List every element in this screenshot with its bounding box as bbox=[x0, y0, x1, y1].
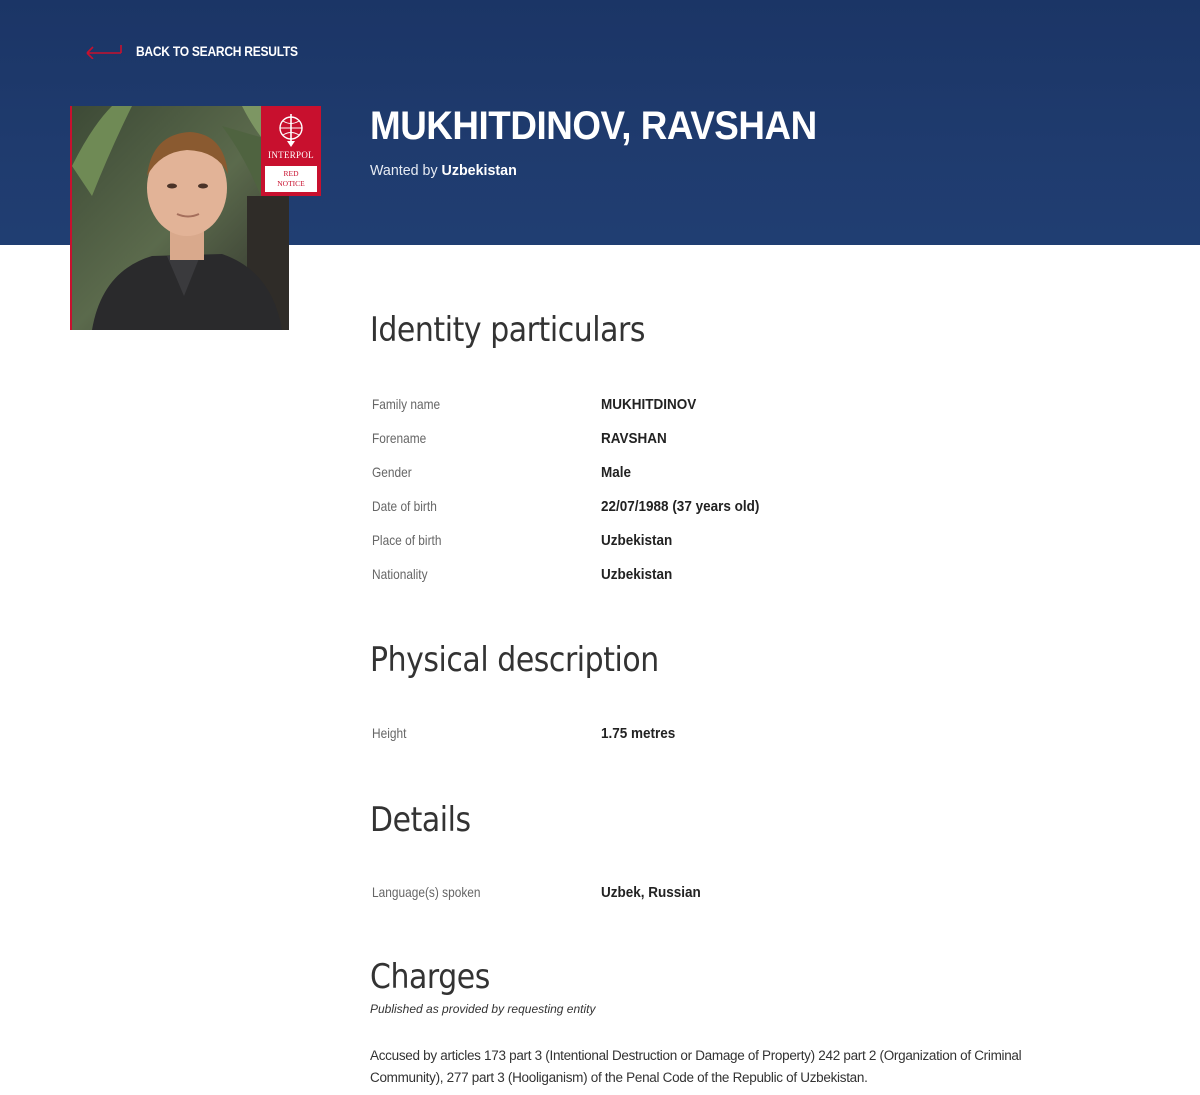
field-label: Family name bbox=[372, 396, 441, 412]
field-value: Uzbek, Russian bbox=[601, 884, 701, 901]
red-notice-badge bbox=[261, 106, 321, 196]
field-value: 1.75 metres bbox=[601, 725, 676, 742]
field-value: MUKHITDINOV bbox=[601, 396, 697, 413]
charges-note: Published as provided by requesting entity bbox=[370, 1002, 596, 1016]
back-to-search-results-link[interactable] bbox=[84, 38, 324, 64]
field-row-languages bbox=[372, 884, 1072, 908]
details-section-title: Details bbox=[370, 800, 471, 840]
wanted-by bbox=[370, 162, 517, 179]
field-row-place-of-birth bbox=[372, 532, 1072, 556]
field-value: Male bbox=[601, 464, 632, 481]
badge-notice-type: RED NOTICE bbox=[265, 166, 317, 192]
charges-section-title: Charges bbox=[370, 957, 490, 997]
field-label: Nationality bbox=[372, 566, 428, 582]
identity-section-title: Identity particulars bbox=[370, 310, 646, 350]
field-value: 22/07/1988 (37 years old) bbox=[601, 498, 760, 515]
wanted-by-prefix: Wanted by bbox=[370, 162, 438, 179]
field-row-nationality bbox=[372, 566, 1072, 590]
person-name: MUKHITDINOV, RAVSHAN bbox=[370, 104, 817, 148]
field-value: RAVSHAN bbox=[601, 430, 667, 447]
interpol-emblem-icon bbox=[276, 114, 306, 148]
back-link-label: BACK TO SEARCH RESULTS bbox=[136, 43, 298, 59]
field-value: Uzbekistan bbox=[601, 566, 673, 583]
badge-org-label: INTERPOL bbox=[268, 150, 314, 160]
field-label: Height bbox=[372, 725, 407, 741]
back-arrow-icon bbox=[84, 43, 122, 59]
physical-section-title: Physical description bbox=[370, 640, 659, 680]
field-label: Gender bbox=[372, 464, 412, 480]
field-value: Uzbekistan bbox=[601, 532, 673, 549]
field-label: Date of birth bbox=[372, 498, 437, 514]
field-label: Place of birth bbox=[372, 532, 442, 548]
charges-text: Accused by articles 173 part 3 (Intentional Destruction or Damage of Property) 242 part 2 (Organization of Criminal Community), 277 part 3 (Hooliganism) of the Penal Code of the Republic of Uzbekistan. bbox=[370, 1048, 1022, 1085]
field-row-forename bbox=[372, 430, 1072, 454]
field-row-date-of-birth bbox=[372, 498, 1072, 522]
wanted-by-country: Uzbekistan bbox=[441, 162, 517, 179]
field-label: Forename bbox=[372, 430, 427, 446]
field-label: Language(s) spoken bbox=[372, 884, 481, 900]
field-row-height bbox=[372, 725, 1072, 749]
person-photo[interactable] bbox=[70, 106, 289, 330]
field-row-gender bbox=[372, 464, 1072, 488]
field-row-family-name bbox=[372, 396, 1072, 420]
